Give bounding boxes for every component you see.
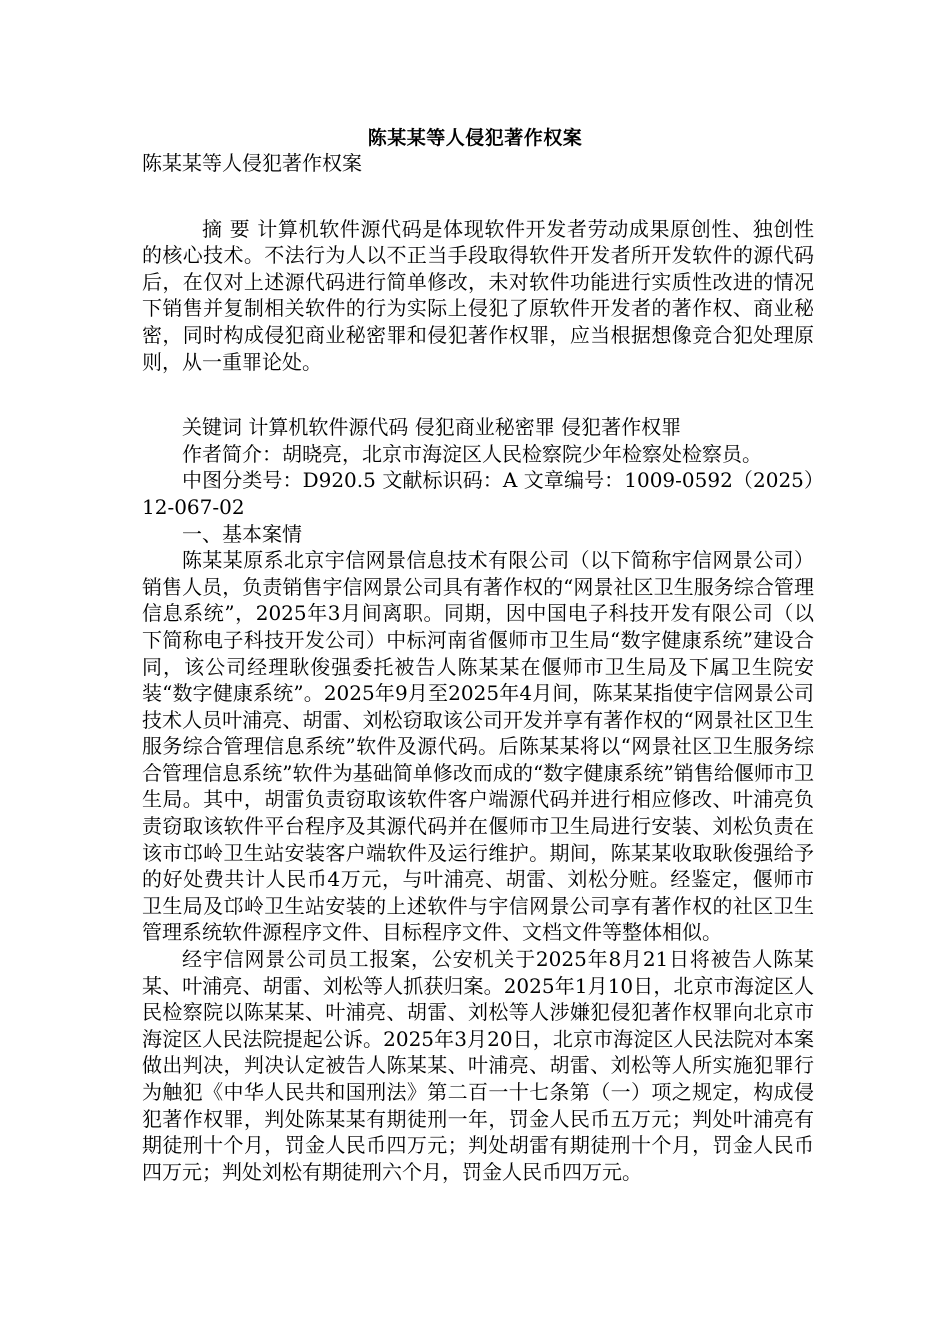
classification-line: 中图分类号：D920.5 文献标识码：A 文章编号：1009-0592（2025）12-067-02 — [142, 468, 814, 519]
spacer — [142, 177, 814, 216]
keywords-line: 关键词 计算机软件源代码 侵犯商业秘密罪 侵犯著作权罪 — [182, 415, 682, 440]
body-paragraph: 经宇信网景公司员工报案，公安机关于2025年8月21日将被告人陈某某、叶浦亮、胡雷、刘松等人抓获归案。2025年1月10日，北京市海淀区人民检察院以陈某某、叶浦亮、胡雷、刘松等人涉嫌犯侵犯著作权罪向北京市海淀区人民法院提起公诉。2025年3月20日，北京市海淀区人民法院对本案做出判决，判决认定被告人陈某某、叶浦亮、胡雷、刘松等人所实施犯罪行为触犯《中华人民共和国刑法》第二百一十七条第（一）项之规定，构成侵犯著作权罪，判处陈某某有期徒刑一年，罚金人民币五万元；判处叶浦亮有期徒刑十个月，罚金人民币四万元；判处胡雷有期徒刑十个月，罚金人民币四万元；判处刘松有期徒刑六个月，罚金人民币四万元。 — [142, 947, 814, 1184]
abstract-paragraph: 摘 要 计算机软件源代码是体现软件开发者劳动成果原创性、独创性的核心技术。不法行为人以不正当手段取得软件开发者所开发软件的源代码后，在仅对上述源代码进行简单修改，未对软件功能进行实质性改进的情况下销售并复制相关软件的行为实际上侵犯了原软件开发者的著作权、商业秘密，同时构成侵犯商业秘密罪和侵犯著作权罪，应当根据想像竞合犯处理原则，从一重罪论处。 — [142, 216, 814, 374]
author-note: 作者简介：胡晓亮，北京市海淀区人民检察院少年检察处检察员。 — [182, 441, 762, 466]
body-paragraph: 陈某某原系北京宇信网景信息技术有限公司（以下简称宇信网景公司）销售人员，负责销售宇信网景公司具有著作权的“网景社区卫生服务综合管理信息系统”，2025年3月间离职。同期，因中国电子科技开发有限公司（以下简称电子科技开发公司）中标河南省偃师市卫生局“数字健康系统”建设合同，该公司经理耿俊强委托被告人陈某某在偃师市卫生局及下属卫生院安装“数字健康系统”。2025年9月至2025年4月间，陈某某指使宇信网景公司技术人员叶浦亮、胡雷、刘松窃取该公司开发并享有著作权的“网景社区卫生服务综合管理信息系统”软件及源代码。后陈某某将以“网景社区卫生服务综合管理信息系统”软件为基础简单修改而成的“数字健康系统”销售给偃师市卫生局。其中，胡雷负责窃取该软件客户端源代码并进行相应修改、叶浦亮负责窃取该软件平台程序及其源代码并在偃师市卫生局进行安装、刘松负责在该市邙岭卫生站安装客户端软件及运行维护。期间，陈某某收取耿俊强给予的好处费共计人民币4万元，与叶浦亮、胡雷、刘松分赃。经鉴定，偃师市卫生局及邙岭卫生站安装的上述软件与宇信网景公司享有著作权的社区卫生管理系统软件源程序文件、目标程序文件、文档文件等整体相似。 — [142, 548, 814, 945]
document-subtitle: 陈某某等人侵犯著作权案 — [142, 151, 362, 175]
spacer — [142, 375, 814, 414]
section-heading: 一、基本案情 — [182, 521, 302, 546]
document-title: 陈某某等人侵犯著作权案 — [367, 127, 583, 149]
document-body — [142, 150, 814, 1185]
